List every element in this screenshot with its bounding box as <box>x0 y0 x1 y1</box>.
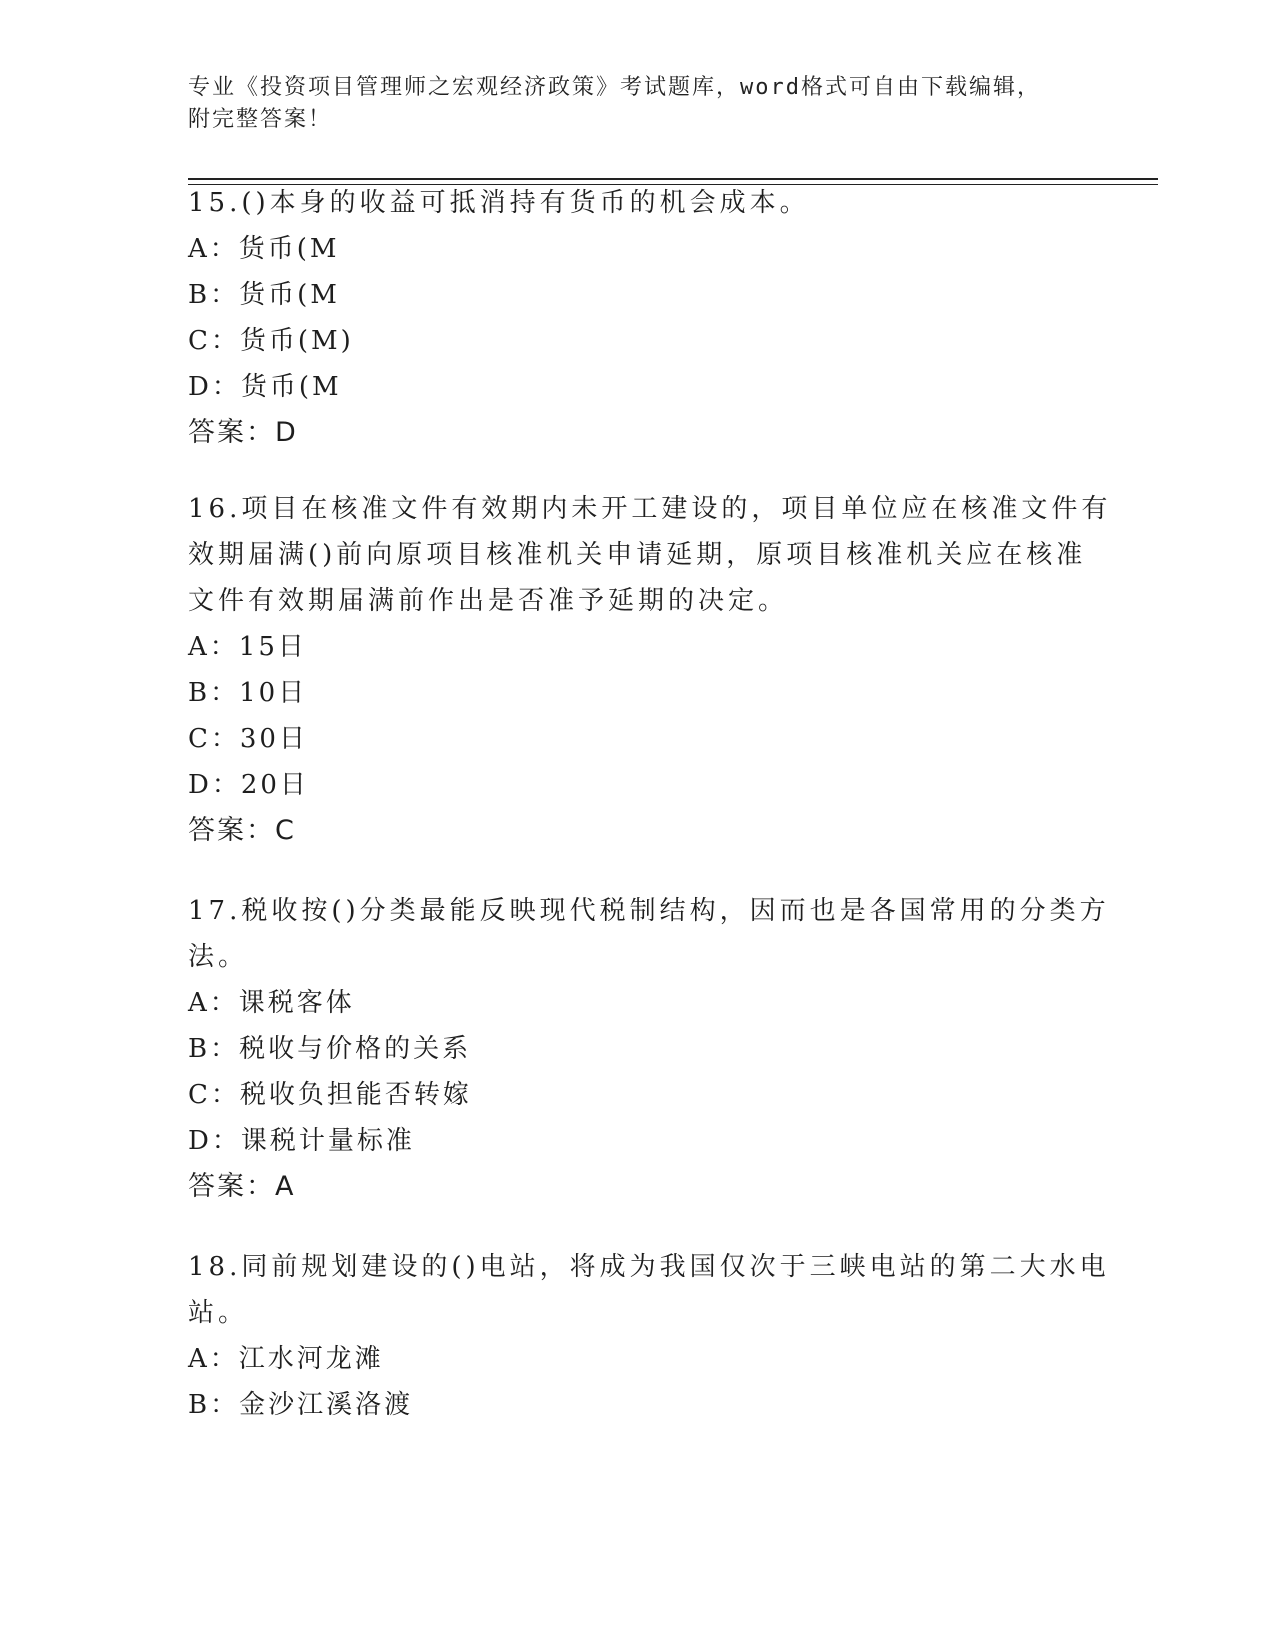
question-text-line-2: 效期届满()前向原项目核准机关申请延期，原项目核准机关应在核准 <box>188 540 1087 570</box>
option-b: B：税收与价格的关系 <box>188 1034 472 1064</box>
question-17 <box>188 888 1110 1210</box>
answer-label: 答案：D <box>188 417 298 448</box>
answer-label: 答案：A <box>188 1171 296 1202</box>
question-18 <box>188 1244 1110 1428</box>
option-d: D：20日 <box>188 770 309 800</box>
document-header <box>188 72 1088 136</box>
option-c: C：货币(M) <box>188 326 354 356</box>
answer-label: 答案：C <box>188 815 296 846</box>
option-c: C：30日 <box>188 724 308 754</box>
question-text-line-1: 17.税收按()分类最能反映现代税制结构，因而也是各国常用的分类方 <box>188 896 1110 926</box>
question-text-line-2: 法。 <box>188 942 249 972</box>
option-d: D：课税计量标准 <box>188 1126 415 1156</box>
question-15 <box>188 180 1088 456</box>
option-c: C：税收负担能否转嫁 <box>188 1080 472 1110</box>
header-line-2: 附完整答案！ <box>188 107 333 132</box>
header-line-1: 专业《投资项目管理师之宏观经济政策》考试题库，word格式可自由下载编辑， <box>188 75 1041 100</box>
option-a: A：课税客体 <box>188 988 355 1018</box>
option-d: D：货币(M <box>188 372 342 402</box>
option-b: B：10日 <box>188 678 308 708</box>
question-text-line-1: 18.同前规划建设的()电站，将成为我国仅次于三峡电站的第二大水电 <box>188 1252 1110 1282</box>
option-b: B：货币(M <box>188 280 340 310</box>
option-a: A：15日 <box>188 632 307 662</box>
option-a: A：货币(M <box>188 234 340 264</box>
question-text-line-2: 站。 <box>188 1298 249 1328</box>
question-text-line-3: 文件有效期届满前作出是否准予延期的决定。 <box>188 586 789 616</box>
question-text: 15.()本身的收益可抵消持有货币的机会成本。 <box>188 188 810 218</box>
question-text-line-1: 16.项目在核准文件有效期内未开工建设的，项目单位应在核准文件有 <box>188 494 1112 524</box>
question-16 <box>188 486 1112 854</box>
option-a: A：江水河龙滩 <box>188 1344 384 1374</box>
option-b: B：金沙江溪洛渡 <box>188 1390 414 1420</box>
